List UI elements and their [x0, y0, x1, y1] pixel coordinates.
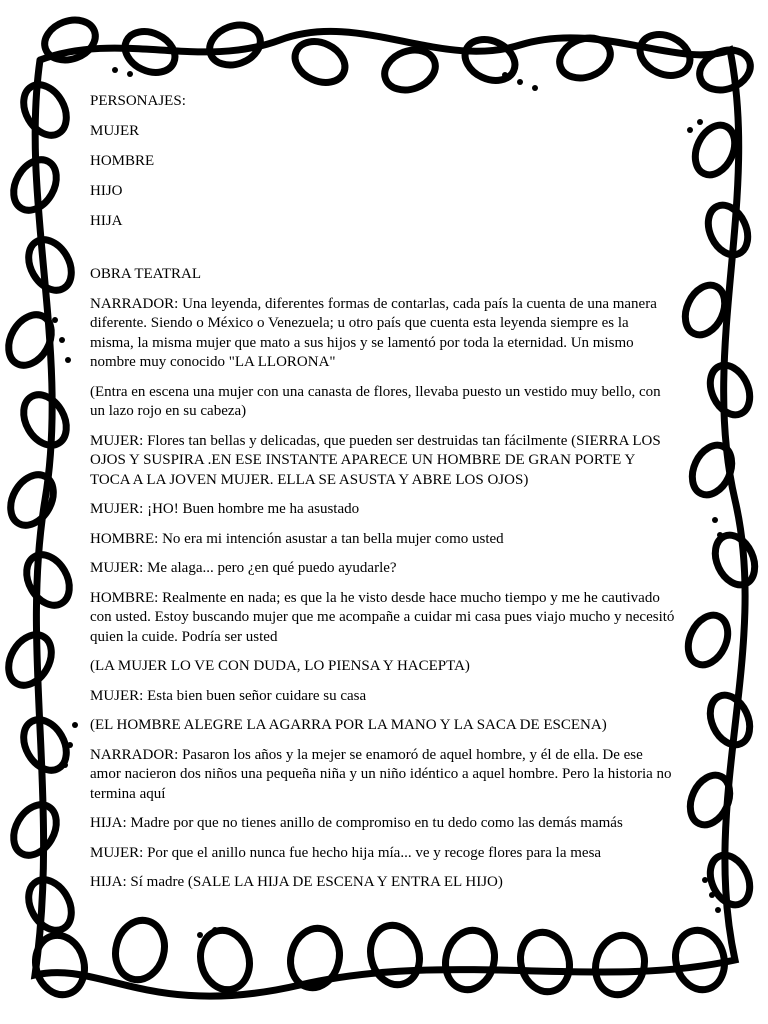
swirl-loop	[703, 689, 758, 751]
decor-dot	[687, 127, 693, 133]
decor-dot	[72, 722, 78, 728]
decor-dot	[67, 742, 73, 748]
dialogue-line: MUJER: Por que el anillo nunca fue hecho hija mía... ve y recoge flores para la mesa	[90, 844, 602, 861]
decor-dot	[65, 357, 71, 363]
swirl-loop	[708, 529, 763, 591]
swirl-loop	[194, 925, 256, 995]
swirl-loop	[15, 77, 75, 143]
decor-dot	[197, 932, 203, 938]
cast-item: HIJO	[90, 183, 123, 199]
swirl-loop	[0, 627, 60, 693]
cast-item: HOMBRE	[90, 153, 155, 169]
swirl-loop	[688, 119, 743, 181]
dialogue-line: MUJER: Flores tan bellas y delicadas, que pueden ser destruidas tan fácilmente (SIERRA LOS OJOS Y SUSPIRA .EN ESE INSTANTE APARECE UN HOMBRE DE GRAN PORTE Y TOCA A LA JOVEN MUJER. ELLA SE ASUSTA Y ABRE LOS OJOS)	[90, 432, 661, 488]
decor-dot	[212, 927, 218, 933]
narrator-line: NARRADOR: Pasaron los años y la mejer se enamoró de aquel hombre, y él de ella. De ese amor nacieron dos niños una pequeña niña y un niño idéntico a aquel hombre. Pero la historia no termina aquí	[90, 746, 672, 802]
swirl-loop	[109, 915, 171, 985]
decor-dot	[112, 67, 118, 73]
swirl-loop	[18, 547, 78, 613]
swirl-loop	[703, 359, 758, 421]
decor-dot	[709, 892, 715, 898]
decor-dot	[52, 317, 58, 323]
decor-dot	[702, 877, 708, 883]
decor-dot	[717, 532, 723, 538]
swirl-loop	[364, 920, 426, 990]
swirl-loop	[703, 849, 758, 911]
narrator-intro: NARRADOR: Una leyenda, diferentes formas de contarlas, cada país la cuenta de una manera diferente. Siendo o México o Venezuela; u otro país que cuenta esta leyenda siempre es la misma, la misma mujer que mato a sus hijos y se lamentó por toda la eternidad. Un mismo nombre muy conocido "LA LLORONA"	[90, 295, 657, 370]
decor-dot	[715, 907, 721, 913]
dialogue-line: HOMBRE: No era mi intención asustar a tan bella mujer como usted	[90, 530, 504, 547]
swirl-loop	[633, 27, 696, 83]
stage-direction: (LA MUJER LO VE CON DUDA, LO PIENSA Y HACEPTA)	[90, 658, 470, 674]
stage-direction: (EL HOMBRE ALEGRE LA AGARRA POR LA MANO Y LA SACA DE ESCENA)	[90, 717, 607, 733]
swirl-loop	[694, 43, 756, 96]
decor-dot	[62, 762, 68, 768]
play-title: OBRA TEATRAL	[90, 266, 201, 282]
cast-item: MUJER	[90, 123, 140, 139]
dialogue-line: MUJER: Me alaga... pero ¿en qué puedo ayudarle?	[90, 560, 397, 576]
stage-direction: (Entra en escena una mujer con una canasta de flores, llevaba puesto un vestido muy bello, con un lazo rojo en su cabeza)	[90, 383, 661, 419]
swirl-loop	[15, 387, 75, 453]
swirl-loop	[681, 609, 736, 671]
script-text	[90, 92, 675, 903]
swirl-loop	[379, 43, 441, 96]
cast-item: HIJA	[90, 213, 123, 229]
dialogue-line: MUJER: Esta bien buen señor cuidare su casa	[90, 687, 367, 704]
decor-dot	[532, 85, 538, 91]
cast-heading: PERSONAJES:	[90, 93, 186, 109]
dialogue-line: MUJER: ¡HO! Buen hombre me ha asustado	[90, 501, 360, 517]
swirl-loop	[458, 32, 521, 88]
swirl-loop	[20, 232, 80, 298]
swirl-loop	[589, 930, 651, 1000]
swirl-loop	[2, 467, 62, 533]
swirl-loop	[5, 797, 65, 863]
swirl-loop	[701, 199, 756, 261]
dialogue-line: HIJA: Sí madre (SALE LA HIJA DE ESCENA Y ENTRA EL HIJO)	[90, 874, 503, 890]
decor-dot	[502, 72, 508, 78]
decor-dot	[697, 119, 703, 125]
swirl-loop	[20, 872, 80, 938]
swirl-loop	[15, 712, 75, 778]
swirl-loop	[439, 925, 501, 995]
swirl-loop	[514, 927, 576, 997]
decor-dot	[59, 337, 65, 343]
swirl-loop	[204, 18, 266, 71]
swirl-loop	[669, 925, 731, 995]
swirl-loop	[288, 34, 351, 90]
decor-dot	[127, 71, 133, 77]
dialogue-line: HOMBRE: Realmente en nada; es que la he visto desde hace mucho tiempo y me he cautivado con usted. Estoy buscando mujer que me acompañe a cuidar mi casa pues viajo mucho y necesitó quien la cuide. Podría ser usted	[90, 589, 675, 645]
dialogue-line: HIJA: Madre por que no tienes anillo de compromiso en tu dedo como las demás mamás	[90, 815, 623, 831]
cast-list	[90, 92, 675, 232]
decor-dot	[712, 517, 718, 523]
decor-dot	[517, 79, 523, 85]
